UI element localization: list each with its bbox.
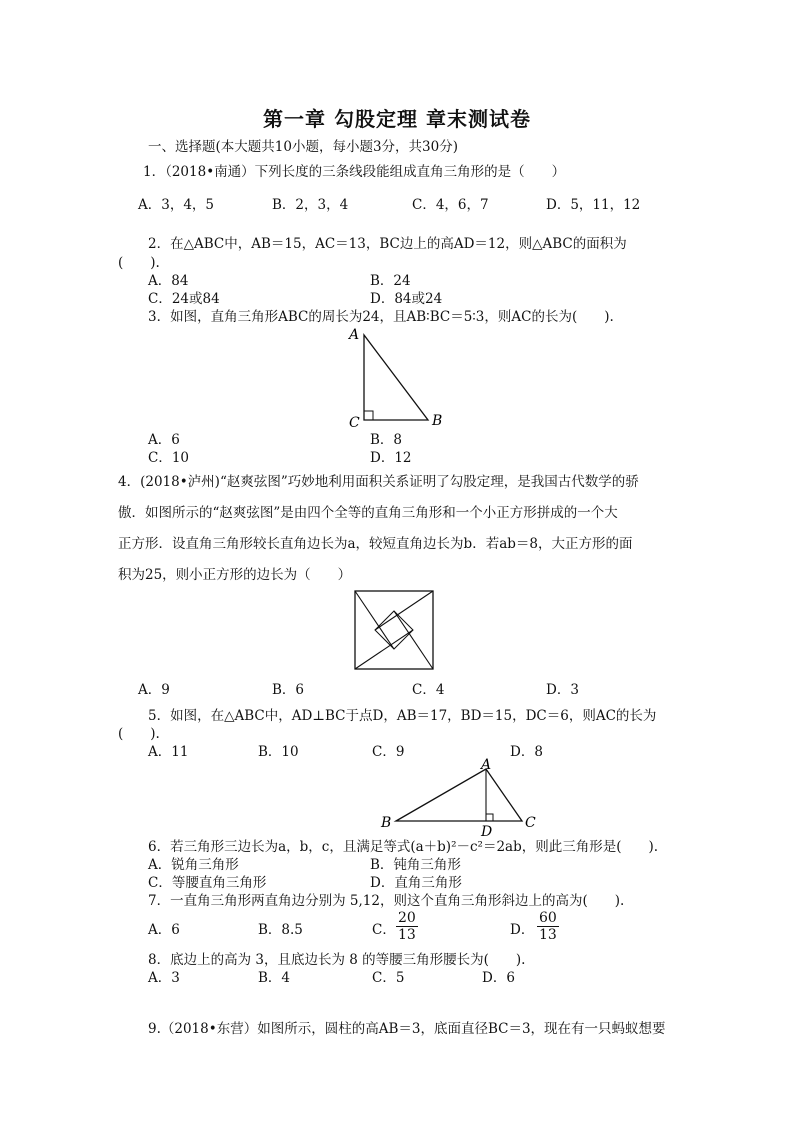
vertex-label-a: A: [349, 327, 360, 343]
q2-option-d: D．84或24: [370, 291, 443, 307]
diagram-line: [355, 591, 394, 649]
section-heading: 一、选择题(本大题共10小题，每小题3分，共30分): [148, 139, 458, 155]
question-2-line-2: ( ).: [118, 255, 160, 271]
q5-option-a: A．11: [148, 744, 189, 760]
q4-option-c: C．4: [412, 682, 445, 698]
q7-option-b: B．8.5: [258, 922, 303, 938]
right-angle-mark: [486, 814, 493, 821]
q1-option-b: B．2，3，4: [272, 197, 349, 213]
question-7-stem: 7．一直角三角形两直角边分别为 5,12，则这个直角三角形斜边上的高为( ).: [148, 893, 625, 909]
vertex-label-d: D: [481, 824, 493, 839]
q8-option-a: A．3: [148, 970, 180, 986]
q8-option-b: B．4: [258, 970, 291, 986]
q3-option-a: A．6: [148, 432, 180, 448]
vertex-label-c: C: [349, 415, 360, 431]
q3-option-d: D．12: [370, 450, 412, 466]
q1-option-d: D．5，11，12: [546, 197, 641, 213]
q3-option-b: B．8: [370, 432, 403, 448]
q5-option-d: D．8: [510, 744, 543, 760]
vertex-label-a: A: [481, 757, 492, 773]
q6-option-a: A．锐角三角形: [148, 857, 239, 873]
q3-option-c: C．10: [148, 450, 190, 466]
zhao-shuang-diagram: [350, 588, 440, 674]
right-angle-mark: [364, 411, 373, 420]
question-3-stem: 3．如图，直角三角形ABC的周长为24，且AB∶BC＝5∶3，则AC的长为( ).: [148, 309, 614, 325]
page-title: 第一章 勾股定理 章末测试卷: [263, 107, 531, 131]
triangle-abc: [364, 335, 428, 420]
q8-option-d: D．6: [482, 970, 515, 986]
diagram-line: [394, 611, 433, 669]
q6-option-d: D．直角三角形: [370, 875, 462, 891]
question-5-line-1: 5．如图，在△ABC中，AD⊥BC于点D，AB＝17，BD＝15，DC＝6，则AC的长为: [148, 708, 657, 724]
question-1-stem: 1．（2018•南通）下列长度的三条线段能组成直角三角形的是（ ）: [143, 164, 566, 180]
fraction-numerator: 20: [398, 910, 416, 926]
q8-option-c: C．5: [372, 970, 405, 986]
q5-option-c: C．9: [372, 744, 405, 760]
q5-option-b: B．10: [258, 744, 299, 760]
q7-fraction-c: [396, 910, 418, 943]
q2-option-a: A．84: [148, 273, 189, 289]
question-8-stem: 8．底边上的高为 3，且底边长为 8 的等腰三角形腰长为( ).: [148, 952, 526, 968]
diagram-line: [375, 591, 433, 630]
question-5-line-2: ( ).: [118, 726, 160, 742]
triangle-altitude-figure: [375, 757, 550, 839]
q4-option-a: A．9: [138, 682, 170, 698]
diagram-line: [355, 630, 413, 669]
question-4-line-1: 4．(2018•泸州)“赵爽弦图”巧妙地利用面积关系证明了勾股定理，是我国古代数学的骄: [118, 474, 639, 490]
q4-option-b: B．6: [272, 682, 305, 698]
q4-option-d: D．3: [546, 682, 579, 698]
outer-square: [355, 591, 433, 669]
q7-option-d: D．: [510, 922, 535, 938]
question-4-line-3: 正方形．设直角三角形较长直角边长为a，较短直角边长为b．若ab＝8，大正方形的面: [118, 536, 633, 552]
fraction-denominator: 13: [398, 927, 416, 943]
q7-option-a: A．6: [148, 922, 180, 938]
q6-option-b: B．钝角三角形: [370, 857, 461, 873]
q1-option-a: A．3，4，5: [138, 197, 215, 213]
q2-option-b: B．24: [370, 273, 411, 289]
vertex-label-c: C: [525, 815, 536, 831]
q7-option-c: C．: [372, 922, 396, 938]
vertex-label-b: B: [381, 815, 392, 831]
question-2-line-1: 2．在△ABC中，AB＝15，AC＝13，BC边上的高AD＝12，则△ABC的面积为: [148, 236, 627, 252]
right-triangle-figure: [340, 325, 450, 435]
question-9-stem: 9.（2018•东营）如图所示，圆柱的高AB＝3，底面直径BC＝3，现在有一只蚂蚁想要: [148, 1021, 666, 1037]
question-4-line-2: 傲．如图所示的“赵爽弦图”是由四个全等的直角三角形和一个小正方形拼成的一个大: [118, 505, 618, 521]
question-4-line-4: 积为25，则小正方形的边长为（ ）: [118, 567, 352, 583]
q2-option-c: C．24或84: [148, 291, 220, 307]
q1-option-c: C．4，6，7: [412, 197, 489, 213]
fraction-denominator: 13: [539, 927, 557, 943]
q6-option-c: C．等腰直角三角形: [148, 875, 267, 891]
q7-fraction-d: [537, 910, 559, 943]
triangle-abc: [396, 769, 522, 821]
question-6-stem: 6．若三角形三边长为a，b，c，且满足等式(a＋b)²－c²＝2ab，则此三角形是( ).: [148, 839, 659, 855]
vertex-label-b: B: [432, 413, 443, 429]
fraction-numerator: 60: [539, 910, 557, 926]
